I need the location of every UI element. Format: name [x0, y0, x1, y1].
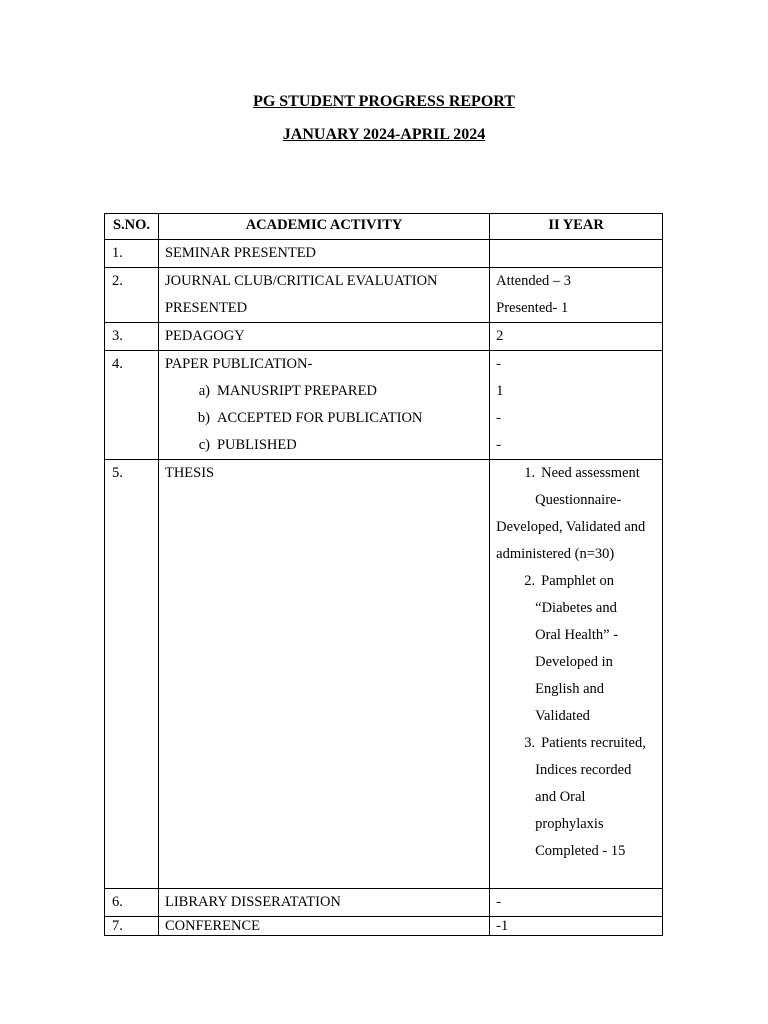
table-row — [105, 460, 663, 889]
activity-line: JOURNAL CLUB/CRITICAL EVALUATION — [164, 273, 438, 289]
sub-item — [165, 432, 483, 459]
thesis-item — [496, 568, 656, 595]
thesis-item-line: Completed - 15 — [535, 843, 626, 859]
table-row — [105, 889, 663, 917]
row-sno: 3. — [105, 323, 159, 351]
activity-line: PRESENTED — [164, 300, 248, 316]
row-value: 2 — [490, 323, 663, 351]
progress-table — [104, 213, 663, 936]
row-activity: LIBRARY DISSERATATION — [158, 889, 489, 917]
sub-item-text: PUBLISHED — [216, 437, 297, 453]
row-value: - — [490, 889, 663, 917]
table-row — [105, 268, 663, 323]
sub-item — [165, 405, 483, 432]
thesis-item-text: Need assessment — [541, 465, 640, 481]
thesis-item-line: and Oral — [535, 789, 586, 805]
sub-item-text: ACCEPTED FOR PUBLICATION — [216, 410, 423, 426]
row-sno: 6. — [105, 889, 159, 917]
value-line: Attended – 3 — [496, 273, 572, 289]
report-period — [0, 126, 768, 144]
table-row — [105, 917, 663, 936]
thesis-item-line: Indices recorded — [535, 762, 632, 778]
activity-line: PAPER PUBLICATION- — [164, 356, 313, 372]
value-line: - — [496, 356, 501, 372]
thesis-item-text: Patients recruited, — [541, 735, 646, 751]
row-activity — [158, 268, 489, 323]
header-sno: S.NO. — [105, 214, 159, 240]
row-sno: 1. — [105, 240, 159, 268]
table-row — [105, 323, 663, 351]
row-value — [490, 240, 663, 268]
report-title-text: PG STUDENT PROGRESS REPORT — [253, 93, 515, 110]
row-activity: SEMINAR PRESENTED — [158, 240, 489, 268]
row-activity: PEDAGOGY — [158, 323, 489, 351]
table-header-row — [105, 214, 663, 240]
report-title — [0, 93, 768, 111]
row-value — [490, 268, 663, 323]
row-activity: THESIS — [158, 460, 489, 889]
report-period-text: JANUARY 2024-APRIL 2024 — [282, 126, 486, 143]
value-line: - — [496, 437, 501, 453]
thesis-item-line: Questionnaire- — [535, 492, 622, 508]
row-sno: 4. — [105, 351, 159, 460]
thesis-item-line: prophylaxis — [535, 816, 604, 832]
thesis-item-number: 3. — [524, 735, 536, 751]
row-value — [490, 460, 663, 889]
row-sno: 7. — [105, 917, 159, 936]
row-value — [490, 351, 663, 460]
sub-item-label: b) — [197, 410, 210, 426]
thesis-item-line: Validated — [535, 708, 590, 724]
thesis-item — [496, 460, 656, 487]
thesis-item-line: Oral Health” - — [535, 627, 619, 643]
row-sno: 2. — [105, 268, 159, 323]
thesis-item-line: Developed, Validated and — [496, 519, 646, 535]
thesis-item-number: 1. — [524, 465, 536, 481]
thesis-item-line: “Diabetes and — [535, 600, 617, 616]
header-activity: ACADEMIC ACTIVITY — [158, 214, 489, 240]
row-activity: CONFERENCE — [158, 917, 489, 936]
value-line: - — [496, 410, 501, 426]
table-row — [105, 351, 663, 460]
row-sno: 5. — [105, 460, 159, 889]
value-line: 1 — [496, 383, 504, 399]
thesis-item-number: 2. — [524, 573, 536, 589]
table-row — [105, 240, 663, 268]
sub-item-label: a) — [198, 383, 210, 399]
thesis-item-line: administered (n=30) — [496, 546, 615, 562]
sub-item-label: c) — [198, 437, 210, 453]
thesis-item-line: Developed in — [535, 654, 613, 670]
thesis-item-text: Pamphlet on — [541, 573, 615, 589]
thesis-item — [496, 730, 656, 757]
header-year: II YEAR — [490, 214, 663, 240]
sub-item-text: MANUSRIPT PREPARED — [216, 383, 377, 399]
value-line: Presented- 1 — [496, 300, 569, 316]
row-activity — [158, 351, 489, 460]
row-value: -1 — [490, 917, 663, 936]
thesis-item-line: English and — [535, 681, 605, 697]
sub-item — [165, 378, 483, 405]
